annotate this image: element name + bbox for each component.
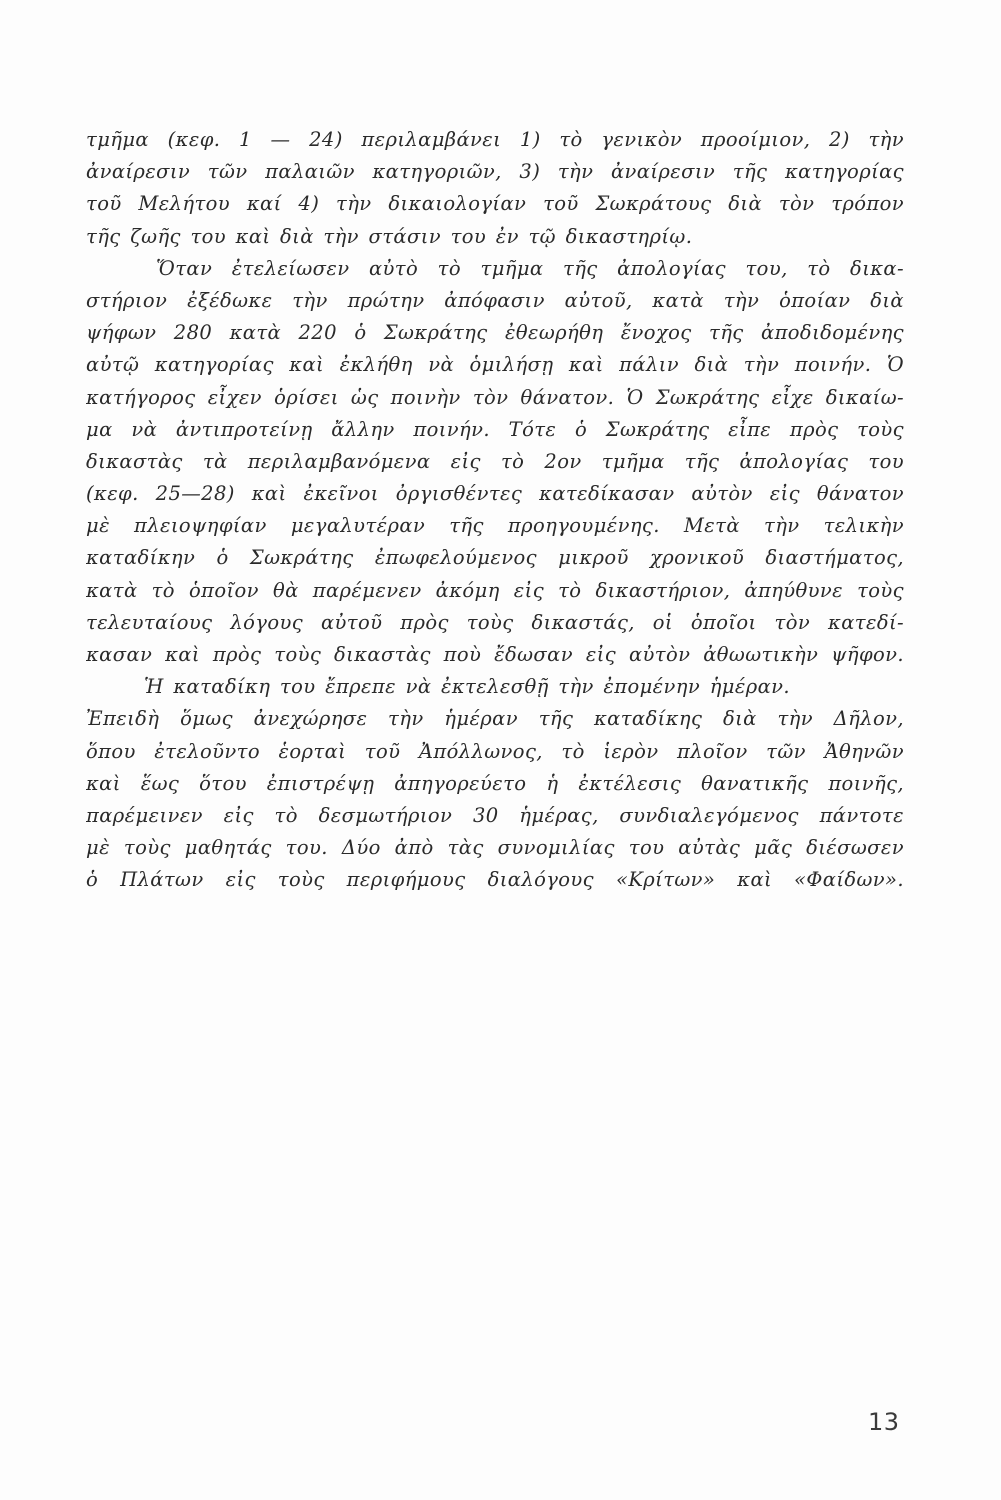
text-line: ἀναίρεσιν τῶν παλαιῶν κατηγοριῶν, 3) τὴν ἀναίρεσιν τῆς κατηγορίας [86,160,904,184]
text-line: Ἐπειδὴ ὅμως ἀνεχώρησε τὴν ἡμέραν τῆς καταδίκης διὰ τὴν Δῆλον, [86,707,904,731]
text-line: καταδίκην ὁ Σωκράτης ἐπωφελούμενος μικροῦ χρονικοῦ διαστήματος, [86,546,904,570]
text-line: μὲ τοὺς μαθητάς του. Δύο ἀπὸ τὰς συνομιλίας του αὐτὰς μᾶς διέσωσεν [86,836,904,860]
text-line: τελευταίους λόγους αὐτοῦ πρὸς τοὺς δικαστάς, οἱ ὁποῖοι τὸν κατεδί- [86,610,904,634]
text-line: αὐτῷ κατηγορίας καὶ ἐκλήθη νὰ ὁμιλήσῃ καὶ πάλιν διὰ τὴν ποινήν. Ὁ [86,353,904,377]
text-line: τοῦ Μελήτου καί 4) τὴν δικαιολογίαν τοῦ Σωκράτους διὰ τὸν τρόπον [86,192,904,216]
text-line: παρέμεινεν εἰς τὸ δεσμωτήριον 30 ἡμέρας, συνδιαλεγόμενος πάντοτε [86,803,904,827]
text-line: τμῆμα (κεφ. 1 — 24) περιλαμβάνει 1) τὸ γενικὸν προοίμιον, 2) τὴν [86,128,904,151]
page-number: 13 [868,1408,900,1436]
text-line: Ἡ καταδίκη του ἔπρεπε νὰ ἐκτελεσθῇ τὴν ἐπομένην ἡμέραν. [144,675,791,699]
text-line: (κεφ. 25—28) καὶ ἐκεῖνοι ὀργισθέντες κατεδίκασαν αὐτὸν εἰς θάνατον [86,482,904,506]
text-line: τῆς ζωῆς του καὶ διὰ τὴν στάσιν του ἐν τῷ δικαστηρίῳ. [86,224,693,248]
text-line: ὅπου ἐτελοῦντο ἑορταὶ τοῦ Ἀπόλλωνος, τὸ ἱερὸν πλοῖον τῶν Ἀθηνῶν [86,739,904,763]
text-line: στήριον ἐξέδωκε τὴν πρώτην ἀπόφασιν αὐτοῦ, κατὰ τὴν ὁποίαν διὰ [86,288,904,312]
text-line: καὶ ἕως ὅτου ἐπιστρέψῃ ἀπηγορεύετο ἡ ἐκτέλεσις θανατικῆς ποινῆς, [86,771,904,795]
text-line: δικαστὰς τὰ περιλαμβανόμενα εἰς τὸ 2ον τμῆμα τῆς ἀπολογίας του [86,449,904,473]
text-line: Ὅταν ἐτελείωσεν αὐτὸ τὸ τμῆμα τῆς ἀπολογίας του, τὸ δικα- [156,256,904,280]
text-line: μὲ πλειοψηφίαν μεγαλυτέραν τῆς προηγουμένης. Μετὰ τὴν τελικὴν [86,514,904,538]
text-line: κατὰ τὸ ὁποῖον θὰ παρέμενεν ἀκόμη εἰς τὸ δικαστήριον, ἀπηύθυνε τοὺς [86,578,904,602]
text-line: ὁ Πλάτων εἰς τοὺς περιφήμους διαλόγους «Κρίτων» καὶ «Φαίδων». [86,868,904,892]
body-text [86,124,904,897]
text-line: κασαν καὶ πρὸς τοὺς δικαστὰς ποὺ ἔδωσαν εἰς αὐτὸν ἀθωωτικὴν ψῆφον. [86,643,904,666]
text-line: κατήγορος εἶχεν ὁρίσει ὡς ποινὴν τὸν θάνατον. Ὁ Σωκράτης εἶχε δικαίω- [86,385,904,409]
text-line: ψήφων 280 κατὰ 220 ὁ Σωκράτης ἐθεωρήθη ἔνοχος τῆς ἀποδιδομένης [86,321,904,345]
text-line: μα νὰ ἀντιπροτείνῃ ἄλλην ποινήν. Τότε ὁ Σωκράτης εἶπε πρὸς τοὺς [86,417,904,441]
